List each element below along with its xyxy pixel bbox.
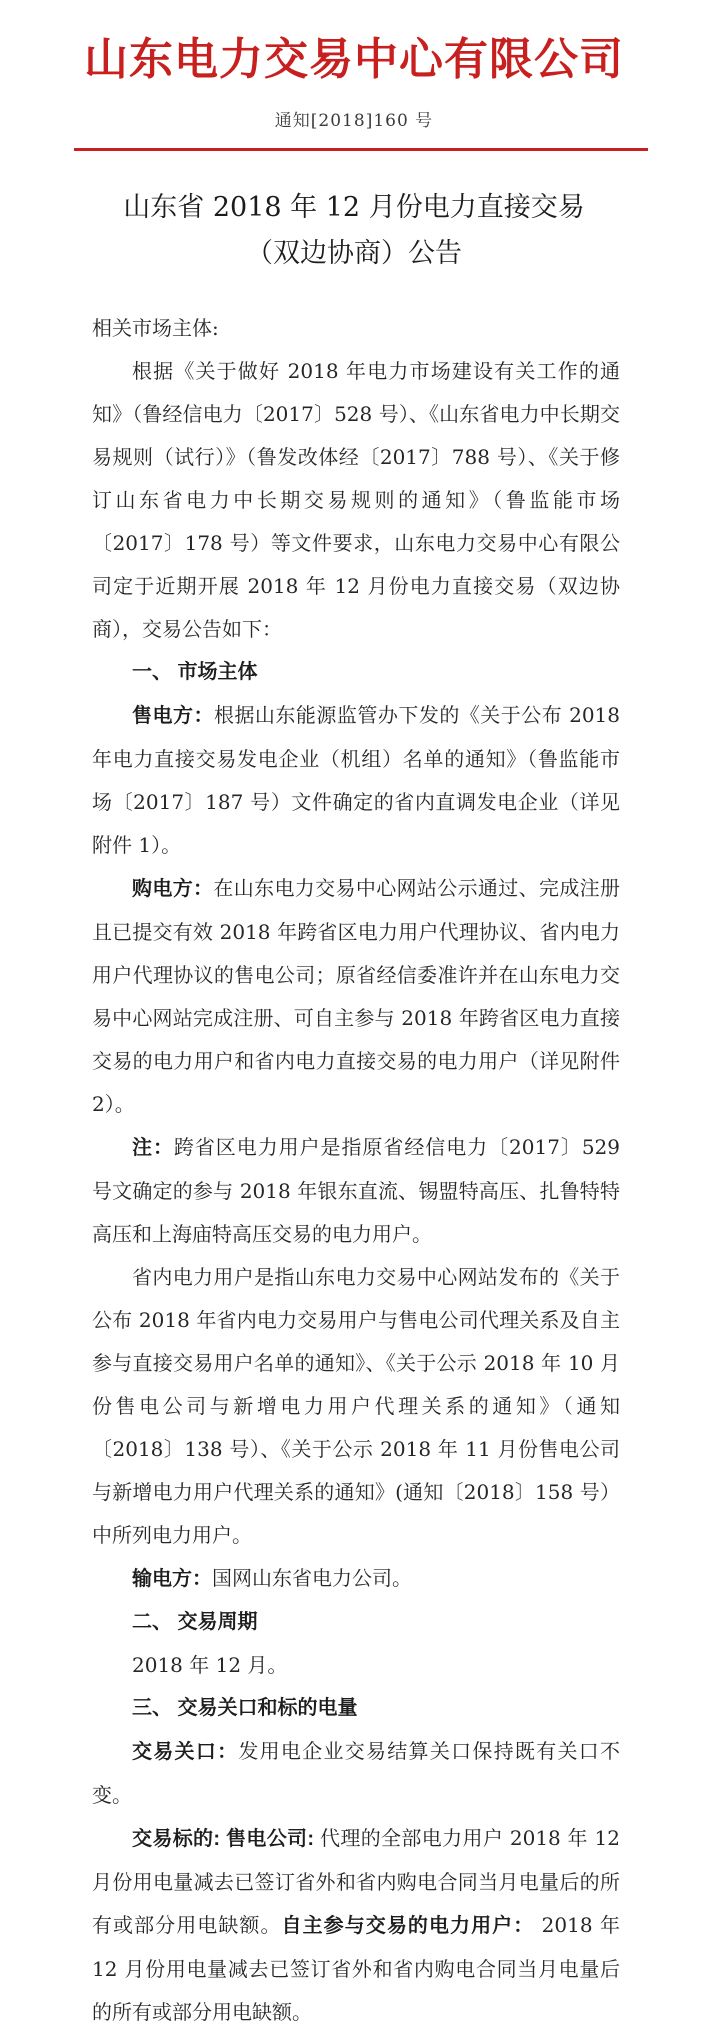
bold-label: 二、 交易周期	[132, 1611, 258, 1633]
text-run: 省内电力用户是指山东电力交易中心网站发布的《关于公布 2018 年省内电力交易用户与售电公司代理关系及自主参与直接交易用户名单的通知》、《关于公示 2018 年 10 月份售电公司与新增电力用户代理关系的通知》（通知〔2018〕138 号）、《关于公示 2018 年 11 月份售电公司与新增电力用户代理关系的通知》(通知〔2018〕158 号）中所列电力用户。	[92, 1265, 620, 1547]
header-divider-line	[74, 148, 648, 151]
bold-label: 售电方：	[132, 705, 214, 727]
section-heading	[92, 1601, 620, 1644]
paragraph	[92, 350, 620, 651]
paragraph	[92, 1730, 620, 1817]
paragraph	[92, 1256, 620, 1557]
notice-number: 通知[2018]160 号	[274, 111, 434, 131]
section-heading	[92, 651, 620, 694]
paragraph	[92, 694, 620, 867]
bold-label: 购电方：	[132, 878, 214, 900]
bold-label: 自主参与交易的电力用户：	[281, 1915, 535, 1937]
paragraph	[92, 867, 620, 1126]
document-title-line1: 山东省 2018 年 12 月份电力直接交易	[123, 192, 585, 223]
bold-label: 交易关口：	[132, 1741, 239, 1763]
text-run: 根据山东能源监管办下发的《关于公布 2018 年电力直接交易发电企业（机组）名单的通知》（鲁监能市场〔2017〕187 号）文件确定的省内直调发电企业（详见附件 1）。	[92, 703, 620, 857]
paragraph	[92, 1644, 620, 1687]
document-body	[92, 307, 620, 2034]
text-run: 2018 年 12 月。	[132, 1653, 288, 1677]
bold-label: 三、 交易关口和标的电量	[132, 1697, 358, 1719]
paragraph	[92, 1817, 620, 2034]
bold-label: 输电方：	[132, 1568, 212, 1590]
text-run: 在山东电力交易中心网站公示通过、完成注册且已提交有效 2018 年跨省区电力用户代理协议、省内电力用户代理协议的售电公司；原省经信委准许并在山东电力交易中心网站完成注册、可自主参与 2018 年跨省区电力直接交易的电力用户和省内电力直接交易的电力用户（详见附件 2）。	[92, 876, 621, 1116]
bold-label: 一、 市场主体	[132, 661, 258, 683]
paragraph	[92, 1557, 620, 1601]
company-name: 山东电力交易中心有限公司	[84, 34, 624, 85]
text-run: 国网山东省电力公司。	[212, 1566, 412, 1590]
section-heading	[92, 1687, 620, 1730]
text-run: 2018 年 12 月份用电量减去已签订省外和省内购电合同当月电量后的所有或部分用电缺额。	[92, 1913, 620, 2024]
text-run: 发用电企业交易结算关口保持既有关口不变。	[92, 1739, 621, 1807]
text-run: 跨省区电力用户是指原省经信电力〔2017〕529 号文确定的参与 2018 年银东直流、锡盟特高压、扎鲁特特高压和上海庙特高压交易的电力用户。	[92, 1135, 621, 1246]
document-page	[0, 30, 708, 2024]
document-title	[60, 185, 648, 277]
bold-label: 注：	[132, 1137, 174, 1159]
paragraph	[92, 1126, 620, 1256]
text-run: 根据《关于做好 2018 年电力市场建设有关工作的通知》（鲁经信电力〔2017〕528 号）、《山东省电力中长期交易规则（试行）》（鲁发改体经〔2017〕788 号）、《关于修订山东省电力中长期交易规则的通知》（鲁监能市场〔2017〕178 号）等文件要求，山东电力交易中心有限公司定于近期开展 2018 年 12 月份电力直接交易（双边协商），交易公告如下：	[92, 359, 620, 641]
text-run: 相关市场主体:	[92, 316, 219, 340]
salutation	[92, 307, 620, 350]
bold-label: 交易标的: 售电公司:	[132, 1828, 320, 1850]
text-run: 代理的全部电力用户 2018 年 12 月份用电量减去已签订省外和省内购电合同当月电量后的所有或部分用电缺额。	[92, 1826, 621, 1937]
document-title-line2: （双边协商）公告	[246, 238, 462, 269]
